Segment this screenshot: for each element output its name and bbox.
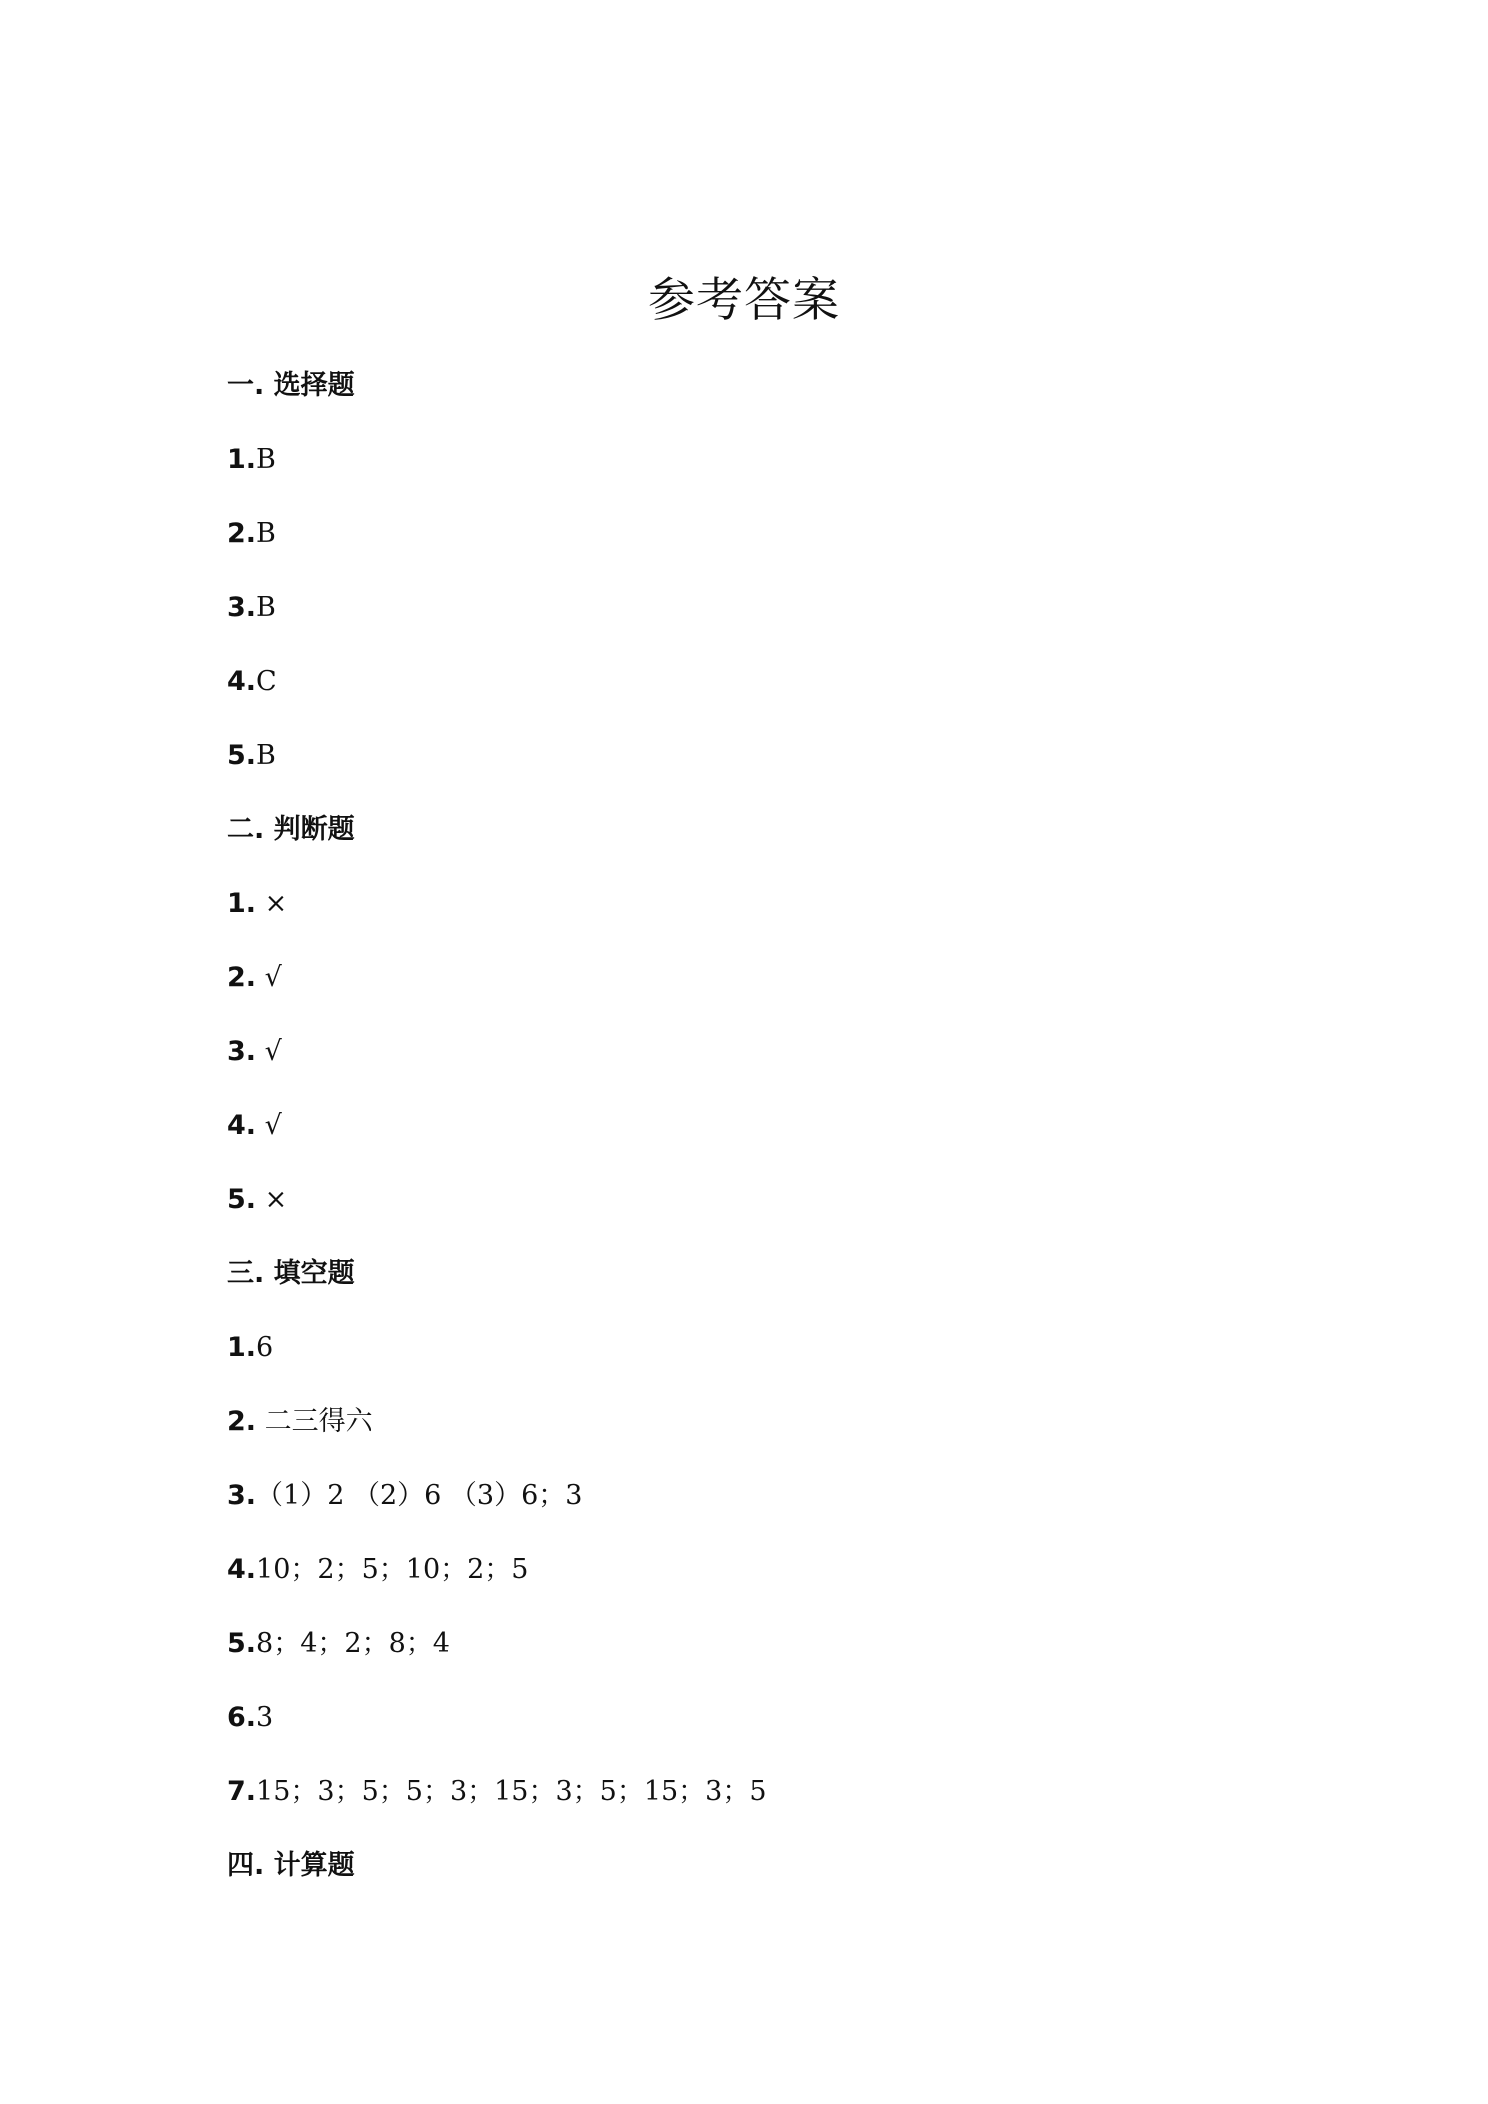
answer-line	[227, 1698, 273, 1738]
answer-line	[227, 588, 276, 628]
answer-line	[227, 1772, 767, 1812]
answer-text: B	[256, 444, 276, 475]
answer-text: B	[256, 592, 276, 623]
answer-line	[227, 1476, 582, 1516]
section-heading-judgment: 二. 判断题	[227, 814, 355, 845]
answer-number: 3.	[227, 592, 257, 623]
answer-text: 10；2；5；10；2；5	[256, 1554, 529, 1585]
section-heading-calculation: 四. 计算题	[227, 1850, 355, 1881]
answer-text: 6	[256, 1332, 274, 1363]
answer-number: 2.	[227, 1406, 257, 1437]
section-heading-fill-blank: 三. 填空题	[227, 1258, 355, 1289]
answer-line	[227, 1106, 282, 1146]
answer-line	[227, 736, 276, 776]
answer-text: √	[264, 1036, 282, 1067]
answer-number: 5.	[227, 740, 257, 771]
answer-line	[227, 1402, 373, 1442]
page-title: 参考答案	[648, 273, 840, 328]
answer-text: B	[256, 518, 276, 549]
answer-text: ×	[264, 1184, 288, 1215]
answer-line	[227, 958, 282, 998]
answer-text: C	[256, 666, 277, 697]
answer-text: 8；4；2；8；4	[256, 1628, 450, 1659]
answer-line	[227, 514, 276, 554]
answer-line	[227, 1180, 287, 1220]
answer-line	[227, 1032, 282, 1072]
answer-number: 3.	[227, 1036, 257, 1067]
answer-text: √	[264, 1110, 282, 1141]
answer-line	[227, 1624, 450, 1664]
answer-number: 4.	[227, 1554, 257, 1585]
answer-number: 4.	[227, 1110, 257, 1141]
answer-text: B	[256, 740, 276, 771]
answer-number: 5.	[227, 1184, 257, 1215]
answer-number: 1.	[227, 444, 257, 475]
answer-number: 6.	[227, 1702, 257, 1733]
answer-text: 3	[256, 1702, 274, 1733]
answer-line	[227, 884, 287, 924]
answer-number: 1.	[227, 888, 257, 919]
answer-text: √	[264, 962, 282, 993]
answer-line	[227, 1550, 528, 1590]
answer-number: 4.	[227, 666, 257, 697]
answer-text: （1）2 （2）6 （3）6；3	[256, 1480, 583, 1511]
answer-line	[227, 662, 277, 702]
answer-number: 7.	[227, 1776, 257, 1807]
section-heading-choice: 一. 选择题	[227, 370, 355, 401]
answer-line	[227, 440, 276, 480]
answer-number: 1.	[227, 1332, 257, 1363]
answer-number: 2.	[227, 962, 257, 993]
answer-number: 5.	[227, 1628, 257, 1659]
answer-number: 3.	[227, 1480, 257, 1511]
answer-text: 二三得六	[264, 1406, 373, 1437]
answer-line	[227, 1328, 273, 1368]
answer-text: 15；3；5；5；3；15；3；5；15；3；5	[256, 1776, 767, 1807]
answer-text: ×	[264, 888, 288, 919]
answer-number: 2.	[227, 518, 257, 549]
